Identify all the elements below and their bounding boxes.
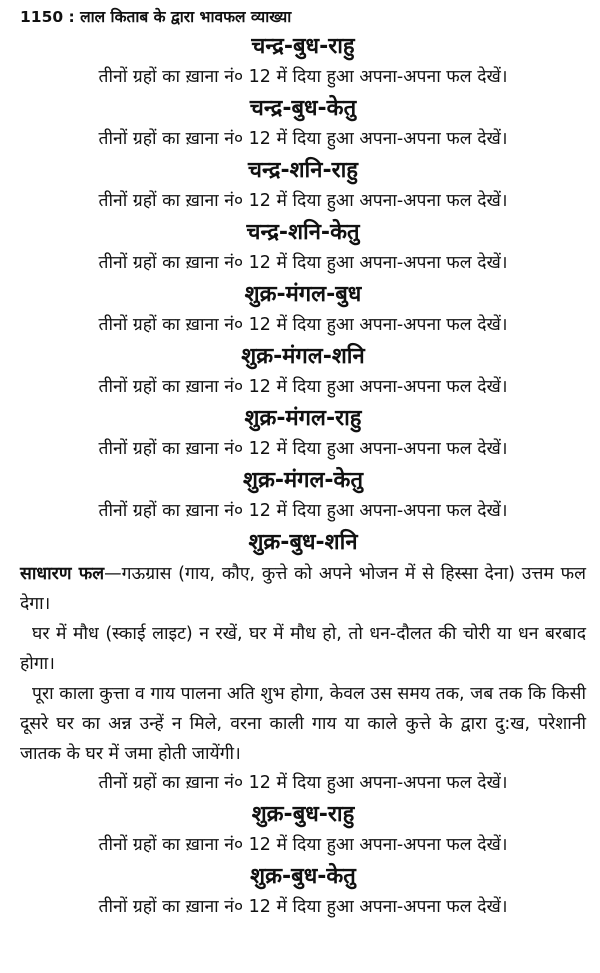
general-result-label: साधारण फल [20,564,105,584]
section-heading: शुक्र-मंगल-केतु [242,468,363,493]
section-text: तीनों ग्रहों का ख़ाना नं० 12 में दिया हुआ अपना-अपना फल देखें। [98,439,508,459]
section-text: तीनों ग्रहों का ख़ाना नं० 12 में दिया हुआ अपना-अपना फल देखें। [98,773,508,793]
section-text: तीनों ग्रहों का ख़ाना नं० 12 में दिया हुआ अपना-अपना फल देखें। [98,67,508,87]
section-text: तीनों ग्रहों का ख़ाना नं० 12 में दिया हुआ अपना-अपना फल देखें। [98,191,508,211]
section-text: तीनों ग्रहों का ख़ाना नं० 12 में दिया हुआ अपना-अपना फल देखें। [98,835,508,855]
section-heading: चन्द्र-शनि-केतु [246,220,360,245]
general-result-paragraph [20,559,586,619]
section-heading: शुक्र-बुध-शनि [248,530,358,555]
black-dog-paragraph: पूरा काला कुत्ता व गाय पालना अति शुभ होगा, केवल उस समय तक, जब तक कि किसी दूसरे घर का अन्न उन्हें न मिले, वरना काली गाय या काले कुत्ते के द्वारा दु:ख, परेशानी जातक के घर में जमा होती जायेंगी। [20,684,586,764]
section-heading: चन्द्र-बुध-केतु [249,96,357,121]
section-text: तीनों ग्रहों का ख़ाना नं० 12 में दिया हुआ अपना-अपना फल देखें। [98,897,508,917]
section-heading: शुक्र-बुध-केतु [250,864,356,889]
section-heading: शुक्र-बुध-राहु [251,802,355,827]
skylight-paragraph: घर में मौध (स्काई लाइट) न रखें, घर में मौध हो, तो धन-दौलत की चोरी या धन बरबाद होगा। [20,624,586,674]
section-heading: शुक्र-मंगल-शनि [241,344,365,369]
section-heading: शुक्र-मंगल-बुध [244,282,362,307]
page-header: 1150 : लाल किताब के द्वारा भावफल व्याख्या [20,8,292,26]
section-text: तीनों ग्रहों का ख़ाना नं० 12 में दिया हुआ अपना-अपना फल देखें। [98,315,508,335]
section-text: तीनों ग्रहों का ख़ाना नं० 12 में दिया हुआ अपना-अपना फल देखें। [98,253,508,273]
section-heading: चन्द्र-बुध-राहु [251,34,355,59]
section-text: तीनों ग्रहों का ख़ाना नं० 12 में दिया हुआ अपना-अपना फल देखें। [98,377,508,397]
section-text: तीनों ग्रहों का ख़ाना नं० 12 में दिया हुआ अपना-अपना फल देखें। [98,129,508,149]
general-result-text: —गऊग्रास (गाय, कौए, कुत्ते को अपने भोजन में से हिस्सा देना) उत्तम फल देगा। [20,564,586,614]
section-heading: शुक्र-मंगल-राहु [244,406,362,431]
section-heading: चन्द्र-शनि-राहु [248,158,358,183]
section-text: तीनों ग्रहों का ख़ाना नं० 12 में दिया हुआ अपना-अपना फल देखें। [98,501,508,521]
